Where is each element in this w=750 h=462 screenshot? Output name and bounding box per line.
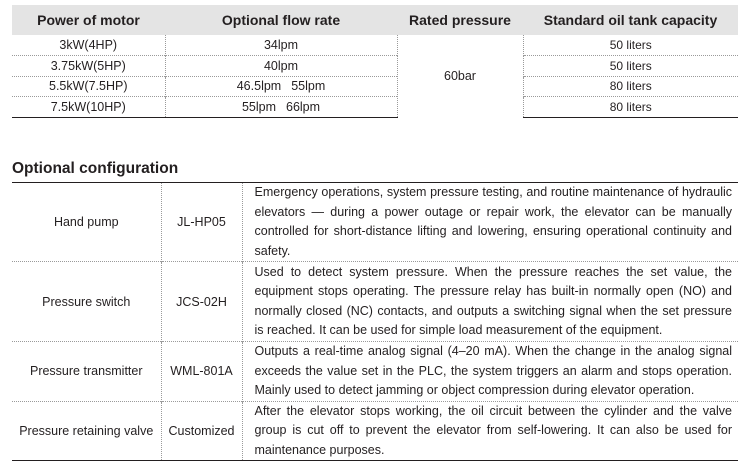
header-rated-pressure: Rated pressure xyxy=(397,5,523,35)
config-name: Pressure switch xyxy=(12,262,161,342)
config-model: JCS-02H xyxy=(161,262,242,342)
optional-config-table xyxy=(12,182,738,461)
table-row xyxy=(12,262,738,342)
config-name: Pressure transmitter xyxy=(12,342,161,402)
config-description: Used to detect system pressure. When the pressure reaches the set value, the equipment stops operating. The pressure relay has built-in normally open (NO) and normally closed (NC) contacts, and outputs a switching signal when the set pressure is reached. It can be used for simple load measurement of the equipment. xyxy=(242,262,738,342)
config-model: JL-HP05 xyxy=(161,183,242,262)
cell-tank: 80 liters xyxy=(523,97,738,118)
table-row xyxy=(12,56,738,77)
cell-power: 3kW(4HP) xyxy=(59,38,118,52)
header-flow: Optional flow rate xyxy=(165,5,397,35)
config-name: Hand pump xyxy=(53,215,119,229)
header-power: Power of motor xyxy=(12,5,165,35)
motor-spec-table xyxy=(12,5,738,118)
config-description: After the elevator stops working, the oil circuit between the cylinder and the valve group is cut off to prevent the elevator from self-lowering. It can also be used for maintenance purposes. xyxy=(242,401,738,461)
cell-tank: 80 liters xyxy=(523,76,738,97)
config-name: Pressure retaining valve xyxy=(12,401,161,461)
flow-value: 55lpm xyxy=(291,79,326,94)
cell-tank: 50 liters xyxy=(523,56,738,77)
table-row xyxy=(12,183,738,262)
cell-power: 3.75kW(5HP) xyxy=(12,56,165,77)
table-row xyxy=(12,35,738,56)
flow-value: 34lpm xyxy=(263,38,299,52)
cell-flow xyxy=(165,97,397,118)
cell-power: 7.5kW(10HP) xyxy=(12,97,165,118)
flow-value: 46.5lpm xyxy=(236,79,282,94)
section-title: Optional configuration xyxy=(12,160,179,177)
config-model: WML-801A xyxy=(161,342,242,402)
cell-power: 5.5kW(7.5HP) xyxy=(12,76,165,97)
table-row xyxy=(12,76,738,97)
config-model: Customized xyxy=(161,401,242,461)
flow-value: 66lpm xyxy=(286,99,321,114)
cell-flow xyxy=(165,56,397,77)
spec-header-row xyxy=(12,5,738,35)
config-description: Emergency operations, system pressure testing, and routine maintenance of hydraulic elevators — during a power outage or repair work, the elevator can be manually controlled for short-distance lifting and lowering, ensuring operational continuity and safety. xyxy=(242,183,738,262)
table-row xyxy=(12,342,738,402)
table-row xyxy=(12,97,738,118)
flow-value: 55lpm xyxy=(241,99,276,114)
header-tank-capacity: Standard oil tank capacity xyxy=(523,5,738,35)
cell-flow xyxy=(165,35,397,56)
table-row xyxy=(12,401,738,461)
config-description: Outputs a real-time analog signal (4–20 mA). When the change in the analog signal exceeds the value set in the PLC, the system triggers an alarm and stops operation. Mainly used to detect jamming or object compression during elevator operation. xyxy=(242,342,738,402)
flow-value: 40lpm xyxy=(263,58,299,73)
cell-flow xyxy=(165,76,397,97)
cell-tank: 50 liters xyxy=(523,35,738,56)
cell-rated-pressure: 60bar xyxy=(397,35,523,117)
